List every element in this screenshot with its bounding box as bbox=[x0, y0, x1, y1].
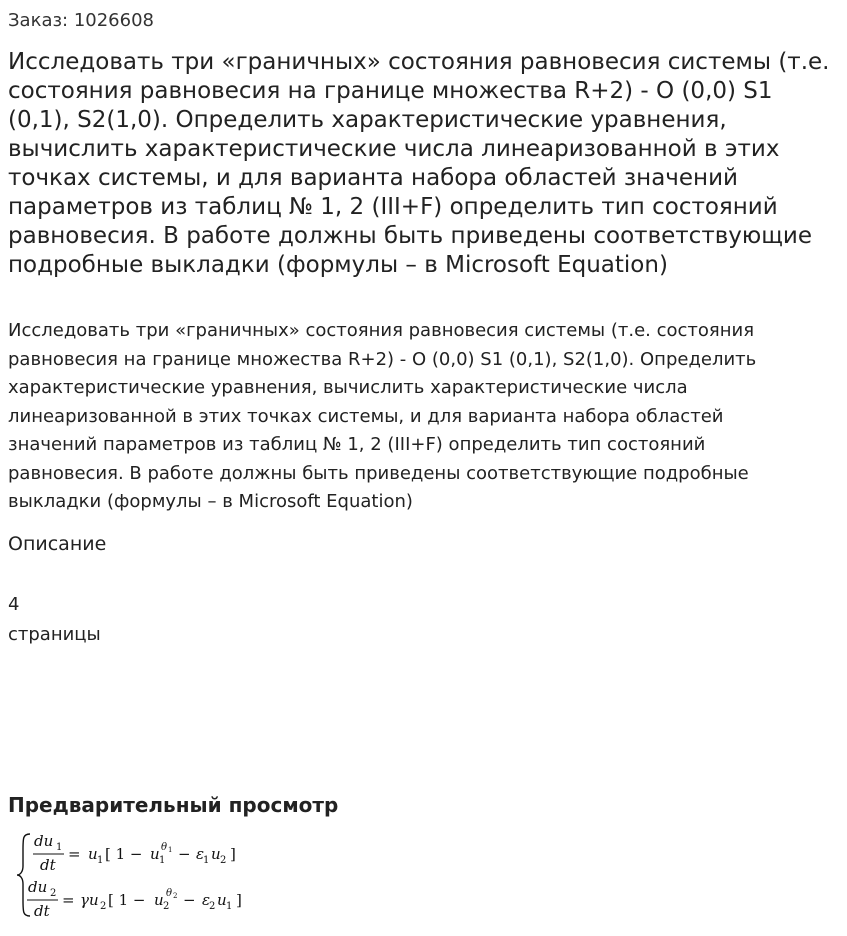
svg-text:θ: θ bbox=[161, 842, 168, 853]
svg-text:=: = bbox=[62, 891, 75, 909]
svg-text:u: u bbox=[154, 891, 164, 909]
order-number: Заказ: 1026608 bbox=[8, 10, 154, 31]
svg-text:1: 1 bbox=[159, 855, 166, 866]
svg-text:1: 1 bbox=[56, 842, 63, 853]
svg-text:2: 2 bbox=[209, 901, 216, 912]
svg-text:2: 2 bbox=[100, 901, 107, 912]
svg-text:2: 2 bbox=[220, 855, 227, 866]
svg-text:]: ] bbox=[236, 891, 242, 909]
svg-text:ε: ε bbox=[202, 891, 211, 909]
page-title: Исследовать три «граничных» состояния равновесия системы (т.е. состояния равновесия на границе множества R+2) - O (0,0) S1 (0,1), S2(1,0). Определить характеристические уравнения, вычислить характеристические числа линеаризованной в этих точках системы, и для варианта набора областей значений параметров из таблиц № 1, 2 (III+F) определить тип состояний равновесия. В работе должны быть приведены соответствующие подробные выкладки (формулы – в Microsoft Equation) bbox=[8, 49, 830, 278]
svg-text:1: 1 bbox=[168, 846, 173, 854]
svg-text:−: − bbox=[178, 845, 191, 863]
description-text: Исследовать три «граничных» состояния равновесия системы (т.е. состояния равновесия на границе множества R+2) - O (0,0) S1 (0,1), S2(1,0). Определить характеристические уравнения, вычислить характеристические числа линеаризованной в этих точках системы, и для варианта набора областей значений параметров из таблиц № 1, 2 (III+F) определить тип состояний равновесия. В работе должны быть приведены соответствующие подробные выкладки (формулы – в Microsoft Equation) bbox=[8, 320, 757, 512]
svg-text:dt: dt bbox=[34, 902, 50, 920]
svg-text:[ 1 −: [ 1 − bbox=[108, 891, 146, 909]
svg-text:γu: γu bbox=[80, 891, 99, 909]
svg-text:2: 2 bbox=[173, 892, 178, 900]
svg-text:u: u bbox=[217, 891, 227, 909]
svg-text:[ 1 −: [ 1 − bbox=[105, 845, 143, 863]
svg-text:2: 2 bbox=[50, 888, 57, 899]
svg-text:2: 2 bbox=[163, 901, 170, 912]
svg-text:u: u bbox=[211, 845, 221, 863]
svg-text:−: − bbox=[183, 891, 196, 909]
svg-text:dt: dt bbox=[40, 856, 56, 874]
svg-text:1: 1 bbox=[203, 855, 210, 866]
svg-text:]: ] bbox=[230, 845, 236, 863]
svg-text:1: 1 bbox=[226, 901, 233, 912]
page-count-label: страницы bbox=[8, 624, 101, 645]
equation-system-image bbox=[14, 828, 274, 922]
svg-text:du: du bbox=[28, 878, 48, 896]
preview-heading: Предварительный просмотр bbox=[8, 793, 339, 817]
svg-text:u: u bbox=[150, 845, 160, 863]
svg-text:u: u bbox=[88, 845, 98, 863]
svg-text:du: du bbox=[34, 832, 54, 850]
page-count: 4 bbox=[8, 594, 20, 615]
svg-text:θ: θ bbox=[166, 888, 173, 899]
svg-text:1: 1 bbox=[97, 855, 104, 866]
description-label: Описание bbox=[8, 533, 107, 555]
svg-text:=: = bbox=[68, 845, 81, 863]
svg-text:ε: ε bbox=[196, 845, 205, 863]
